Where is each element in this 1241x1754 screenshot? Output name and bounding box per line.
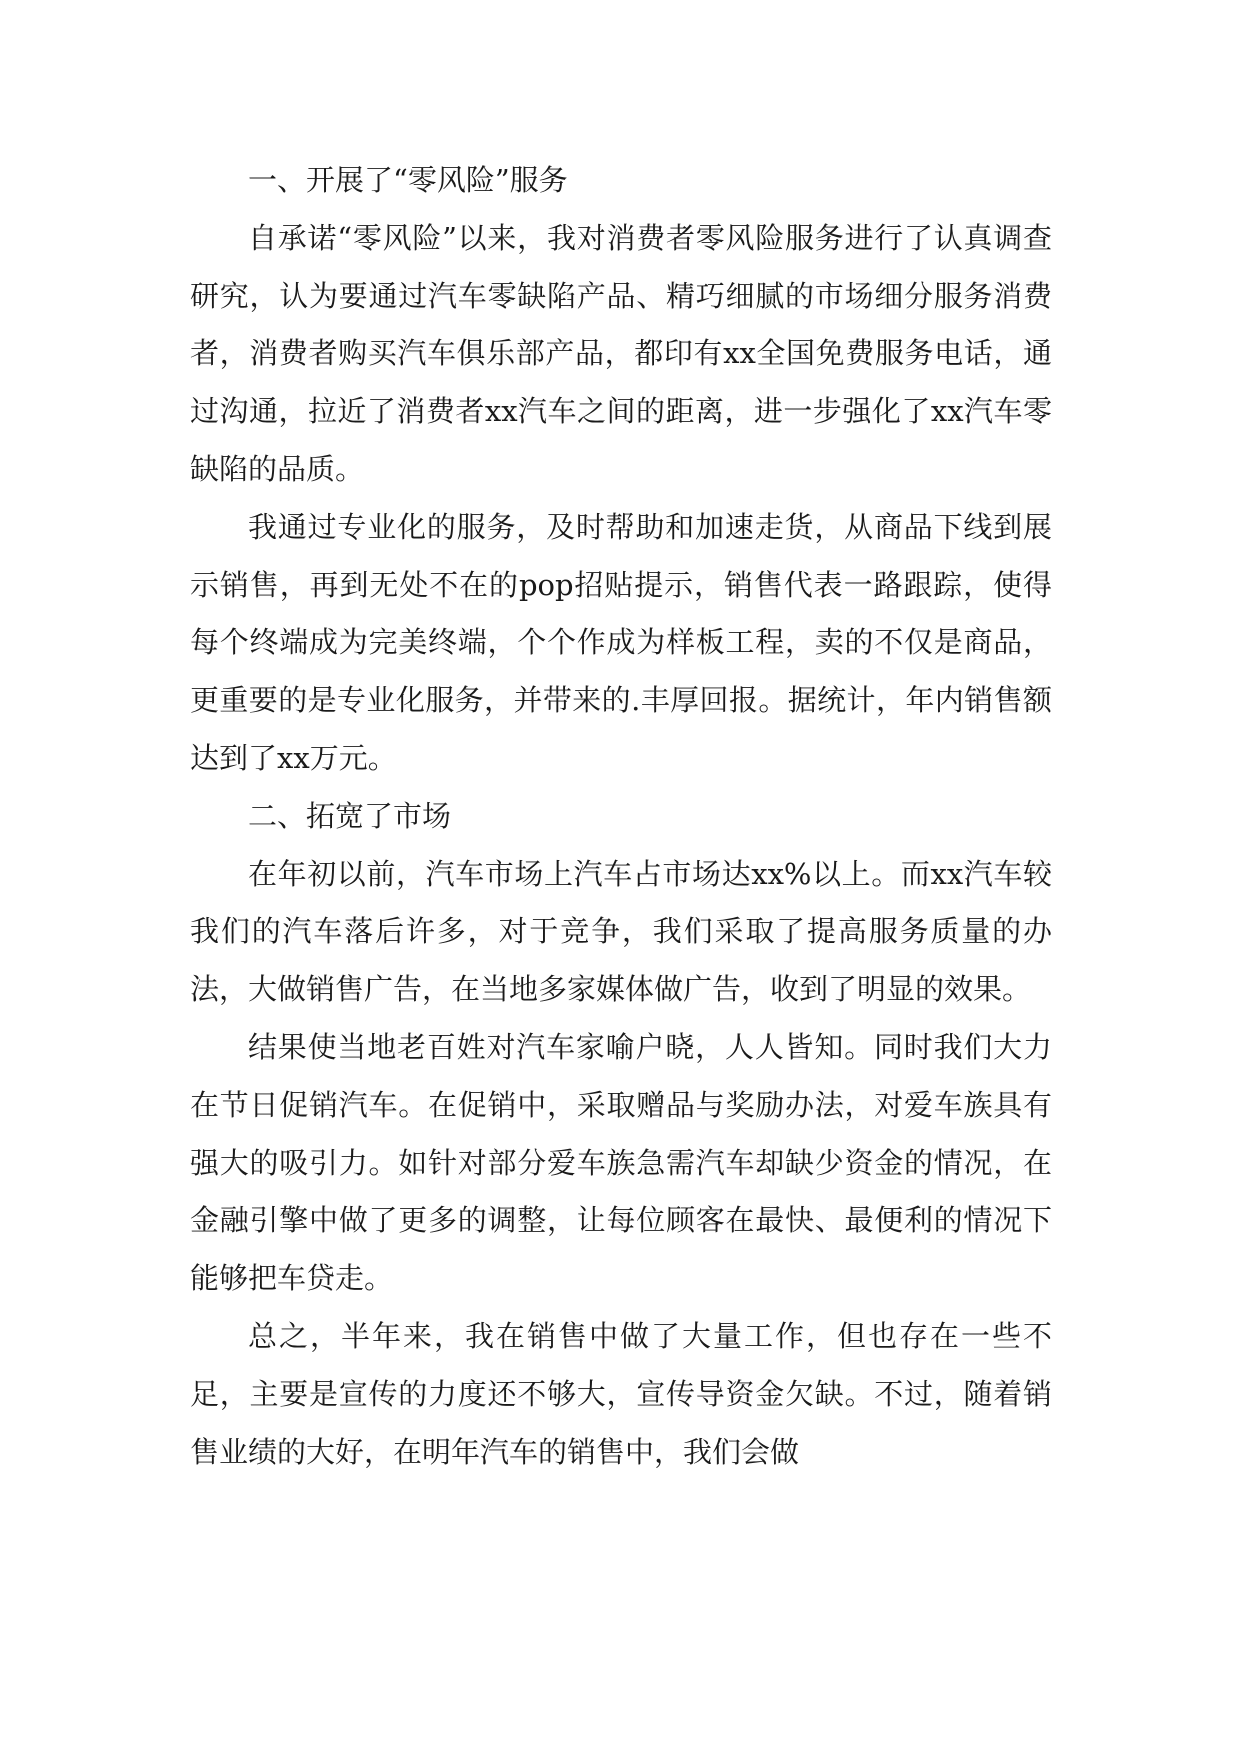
paragraph-summary: 总之，半年来，我在销售中做了大量工作，但也存在一些不足，主要是宣传的力度还不够大，宣传导资金欠缺。不过，随着销售业绩的大好，在明年汽车的销售中，我们会做 <box>190 1318 1052 1469</box>
paragraph-professional-service: 我通过专业化的服务，及时帮助和加速走货，从商品下线到展示销售，再到无处不在的pop招贴提示，销售代表一路跟踪，使得每个终端成为完美终端，个个作成为样板工程，卖的不仅是商品，更重要的是专业化服务，并带来的.丰厚回报。据统计，年内销售额达到了xx万元。 <box>190 509 1052 775</box>
paragraph-zero-risk-commitment: 自承诺“零风险”以来，我对消费者零风险服务进行了认真调查研究，认为要通过汽车零缺陷产品、精巧细腻的市场细分服务消费者，消费者购买汽车俱乐部产品，都印有xx全国免费服务电话，通过沟通，拉近了消费者xx汽车之间的距离，进一步强化了xx汽车零缺陷的品质。 <box>190 220 1052 486</box>
section-heading-zero-risk-service: 一、开展了“零风险”服务 <box>248 163 568 197</box>
paragraph-market-share: 在年初以前，汽车市场上汽车占市场达xx%以上。而xx汽车较我们的汽车落后许多，对于竞争，我们采取了提高服务质量的办法，大做销售广告，在当地多家媒体做广告，收到了明显的效果。 <box>190 856 1052 1007</box>
paragraph-promotion-results: 结果使当地老百姓对汽车家喻户晓，人人皆知。同时我们大力在节日促销汽车。在促销中，采取赠品与奖励办法，对爱车族具有强大的吸引力。如针对部分爱车族急需汽车却缺少资金的情况，在金融引擎中做了更多的调整，让每位顾客在最快、最便利的情况下能够把车贷走。 <box>190 1029 1052 1296</box>
document-body <box>190 152 1052 1481</box>
section-heading-market-expansion: 二、拓宽了市场 <box>248 798 452 833</box>
